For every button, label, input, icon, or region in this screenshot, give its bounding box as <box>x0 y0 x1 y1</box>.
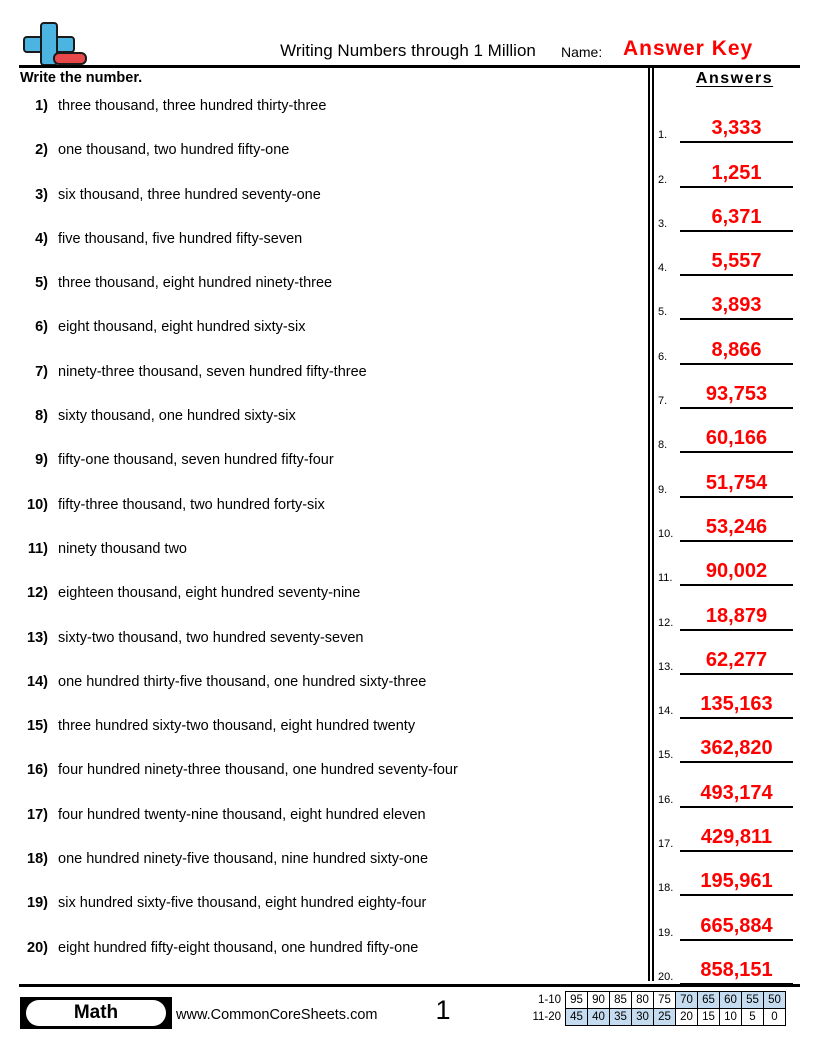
score-conversion-table <box>527 991 786 1026</box>
question-item <box>20 406 640 450</box>
answer-value: 8,866 <box>711 338 762 361</box>
question-number: 17) <box>27 806 48 823</box>
answer-value: 3,893 <box>711 294 762 317</box>
question-item <box>20 716 640 760</box>
answer-item <box>658 546 808 590</box>
score-cell: 50 <box>764 992 786 1009</box>
question-text: one hundred ninety-five thousand, nine hundred sixty-one <box>58 851 429 868</box>
question-item <box>20 185 640 229</box>
answer-item <box>658 236 808 280</box>
answer-number: 2. <box>658 173 668 186</box>
score-cell: 10 <box>720 1009 742 1026</box>
answer-value: 60,166 <box>705 427 768 450</box>
score-row-label: 1-10 <box>537 994 561 1006</box>
answer-value: 62,277 <box>705 648 768 671</box>
answer-item <box>658 280 808 324</box>
question-item <box>20 140 640 184</box>
page-title: Writing Numbers through 1 Million <box>280 41 536 60</box>
answer-item <box>658 457 808 501</box>
answer-number: 8. <box>658 439 668 452</box>
answer-blank-line <box>680 451 793 453</box>
score-cell: 75 <box>654 992 676 1009</box>
question-text: five thousand, five hundred fifty-seven <box>58 230 303 247</box>
question-number: 5) <box>35 275 48 292</box>
answer-number: 14. <box>658 705 674 718</box>
question-item <box>20 317 640 361</box>
score-cell: 60 <box>720 992 742 1009</box>
question-item <box>20 760 640 804</box>
question-number: 13) <box>27 629 48 646</box>
question-number: 15) <box>27 718 48 735</box>
question-item <box>20 362 640 406</box>
score-cell: 35 <box>610 1009 632 1026</box>
answer-value: 665,884 <box>700 914 773 937</box>
score-cell: 55 <box>742 992 764 1009</box>
answer-value: 195,961 <box>700 870 773 893</box>
answer-value: 6,371 <box>711 205 762 228</box>
score-table-row <box>527 992 786 1009</box>
answer-item <box>658 635 808 679</box>
answer-value: 93,753 <box>705 383 768 406</box>
answer-blank-line <box>680 318 793 320</box>
answer-value: 51,754 <box>705 471 768 494</box>
question-number: 16) <box>27 762 48 779</box>
question-text: three hundred sixty-two thousand, eight hundred twenty <box>58 718 416 735</box>
answer-item <box>658 192 808 236</box>
question-item <box>20 229 640 273</box>
score-row-label: 11-20 <box>532 1011 561 1023</box>
question-text: sixty-two thousand, two hundred seventy-seven <box>58 629 364 646</box>
answer-item <box>658 900 808 944</box>
question-number: 7) <box>35 363 48 380</box>
question-number: 9) <box>35 452 48 469</box>
answer-number: 12. <box>658 616 674 629</box>
divider-line-right <box>652 68 654 981</box>
answer-item <box>658 590 808 634</box>
answer-blank-line <box>680 629 793 631</box>
answer-number: 1. <box>658 129 668 142</box>
answer-value: 5,557 <box>711 250 762 273</box>
question-item <box>20 539 640 583</box>
score-cell: 25 <box>654 1009 676 1026</box>
answer-blank-line <box>680 894 793 896</box>
question-number: 4) <box>35 230 48 247</box>
answer-blank-line <box>680 496 793 498</box>
score-cell: 0 <box>764 1009 786 1026</box>
score-cell: 80 <box>632 992 654 1009</box>
score-cell: 15 <box>698 1009 720 1026</box>
site-url[interactable]: www.CommonCoreSheets.com <box>176 1007 378 1023</box>
answer-number: 6. <box>658 350 668 363</box>
subject-badge <box>20 997 172 1029</box>
answer-blank-line <box>680 230 793 232</box>
score-cell: 40 <box>588 1009 610 1026</box>
question-text: three thousand, eight hundred ninety-three <box>58 275 333 292</box>
question-number: 2) <box>35 142 48 159</box>
question-text: fifty-one thousand, seven hundred fifty-four <box>58 452 334 469</box>
question-number: 20) <box>27 939 48 956</box>
answer-blank-line <box>680 540 793 542</box>
answer-blank-line <box>680 717 793 719</box>
answer-blank-line <box>680 673 793 675</box>
answer-blank-line <box>680 850 793 852</box>
answers-column-divider <box>648 68 654 981</box>
question-number: 1) <box>35 98 48 114</box>
answer-item <box>658 502 808 546</box>
answer-value: 3,333 <box>711 117 762 140</box>
answer-blank-line <box>680 186 793 188</box>
score-cell: 5 <box>742 1009 764 1026</box>
answer-number: 7. <box>658 395 668 408</box>
question-item <box>20 628 640 672</box>
answer-key-badge: Answer Key <box>623 37 754 60</box>
answer-blank-line <box>680 806 793 808</box>
answer-item <box>658 679 808 723</box>
answer-value: 1,251 <box>711 161 762 184</box>
question-number: 14) <box>27 673 48 690</box>
answer-number: 3. <box>658 217 668 230</box>
question-number: 10) <box>27 496 48 513</box>
answer-value: 135,163 <box>700 693 773 716</box>
score-table-grid <box>527 991 786 1026</box>
question-text: sixty thousand, one hundred sixty-six <box>58 408 296 425</box>
question-item <box>20 805 640 849</box>
question-number: 19) <box>27 895 48 912</box>
score-cell: 30 <box>632 1009 654 1026</box>
answer-number: 5. <box>658 306 668 319</box>
score-cell: 45 <box>566 1009 588 1026</box>
answer-number: 15. <box>658 749 674 762</box>
answer-value: 53,246 <box>705 515 768 538</box>
question-number: 3) <box>35 186 48 203</box>
answer-value: 90,002 <box>705 560 768 583</box>
question-text: one thousand, two hundred fifty-one <box>58 142 290 159</box>
question-text: three thousand, three hundred thirty-three <box>58 98 327 114</box>
score-cell: 65 <box>698 992 720 1009</box>
question-text: ninety-three thousand, seven hundred fifty-three <box>58 363 367 380</box>
instruction-text: Write the number. <box>20 70 143 86</box>
name-label: Name: <box>561 44 603 60</box>
header-divider-rule <box>19 65 800 68</box>
question-text: eighteen thousand, eight hundred seventy-nine <box>58 585 361 602</box>
score-table-row <box>527 1009 786 1026</box>
question-text: four hundred twenty-nine thousand, eight hundred eleven <box>58 806 426 823</box>
question-item <box>20 893 640 937</box>
answer-item <box>658 324 808 368</box>
subject-badge-label: Math <box>26 1000 166 1026</box>
divider-line-left <box>648 68 650 981</box>
answer-item <box>658 413 808 457</box>
score-cell: 70 <box>676 992 698 1009</box>
footer-divider-rule <box>19 984 800 987</box>
answer-blank-line <box>680 407 793 409</box>
answer-blank-line <box>680 363 793 365</box>
question-item <box>20 96 640 140</box>
question-text: six thousand, three hundred seventy-one <box>58 186 321 203</box>
answer-value: 429,811 <box>700 826 773 849</box>
answer-item <box>658 812 808 856</box>
question-text: eight hundred fifty-eight thousand, one hundred fifty-one <box>58 939 419 956</box>
answer-blank-line <box>680 584 793 586</box>
question-text: eight thousand, eight hundred sixty-six <box>58 319 306 336</box>
answer-item <box>658 945 808 989</box>
question-number: 11) <box>27 540 48 557</box>
worksheet-header <box>0 0 816 68</box>
question-number: 12) <box>27 585 48 602</box>
answer-number: 19. <box>658 926 674 939</box>
question-item <box>20 849 640 893</box>
answer-number: 4. <box>658 262 668 275</box>
question-number: 6) <box>35 319 48 336</box>
answer-number: 10. <box>658 527 674 540</box>
answers-heading: Answers <box>695 70 774 87</box>
answer-value: 362,820 <box>700 737 773 760</box>
answer-number: 13. <box>658 660 674 673</box>
question-item <box>20 495 640 539</box>
answer-number: 17. <box>658 838 674 851</box>
question-item <box>20 583 640 627</box>
answer-number: 20. <box>658 970 674 983</box>
answer-item <box>658 369 808 413</box>
answer-item <box>658 103 808 147</box>
answer-value: 18,879 <box>705 604 768 627</box>
answer-value: 493,174 <box>700 781 773 804</box>
answer-item <box>658 723 808 767</box>
question-text: four hundred ninety-three thousand, one hundred seventy-four <box>58 762 458 779</box>
score-cell: 95 <box>566 992 588 1009</box>
question-text: fifty-three thousand, two hundred forty-six <box>58 496 325 513</box>
answer-item <box>658 147 808 191</box>
question-text: ninety thousand two <box>58 540 187 557</box>
questions-list <box>20 96 640 982</box>
answer-item <box>658 767 808 811</box>
answer-blank-line <box>680 274 793 276</box>
score-cell: 20 <box>676 1009 698 1026</box>
question-item <box>20 273 640 317</box>
question-text: one hundred thirty-five thousand, one hundred sixty-three <box>58 673 427 690</box>
answers-list <box>658 103 808 989</box>
question-number: 8) <box>35 408 48 425</box>
score-cell: 85 <box>610 992 632 1009</box>
answer-item <box>658 856 808 900</box>
question-number: 18) <box>27 851 48 868</box>
question-item <box>20 938 640 982</box>
answer-number: 16. <box>658 793 674 806</box>
answer-number: 9. <box>658 483 668 496</box>
question-item <box>20 672 640 716</box>
answer-number: 18. <box>658 882 674 895</box>
answer-blank-line <box>680 939 793 941</box>
question-text: six hundred sixty-five thousand, eight hundred eighty-four <box>58 895 427 912</box>
answer-number: 11. <box>658 572 673 585</box>
answer-blank-line <box>680 141 793 143</box>
score-cell: 90 <box>588 992 610 1009</box>
answer-value: 858,151 <box>700 958 773 981</box>
question-item <box>20 450 640 494</box>
page-number: 1 <box>435 995 451 1025</box>
answer-blank-line <box>680 761 793 763</box>
